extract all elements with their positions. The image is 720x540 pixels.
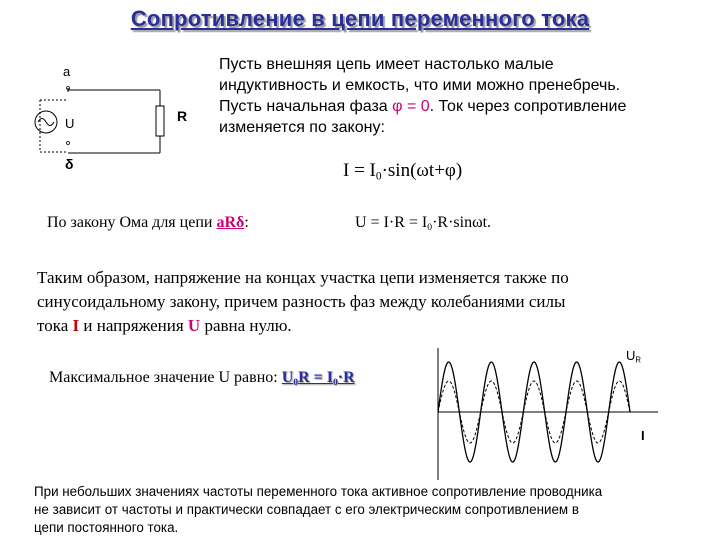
sine-graph bbox=[430, 346, 660, 482]
footer-text bbox=[34, 483, 718, 537]
ohm-circuit-name: аRδ bbox=[216, 214, 245, 231]
max-value-r: R = I bbox=[298, 369, 333, 386]
page-title: Сопротивление в цепи переменного тока bbox=[130, 6, 590, 31]
voltage-formula-part1: U = I·R = I bbox=[355, 214, 428, 231]
footer-line-1: При небольших значениях частоты переменного тока активное сопротивление проводника bbox=[34, 484, 603, 499]
graph-label-i: I bbox=[641, 428, 645, 443]
max-value-u-sub: 0 bbox=[293, 376, 299, 388]
voltage-formula bbox=[355, 214, 491, 232]
ohm-colon: : bbox=[244, 214, 249, 231]
max-value-label: Максимальное значение U равно: bbox=[49, 369, 282, 386]
intro-line-3 bbox=[219, 96, 699, 117]
intro-line-1: Пусть внешняя цепь имеет настолько малые bbox=[219, 56, 554, 73]
graph-label-ur-sub: R bbox=[635, 355, 642, 365]
intro-line-3-after: . Ток через сопротивление bbox=[429, 98, 627, 115]
circuit-label-a: а bbox=[63, 64, 71, 79]
graph-label-ur bbox=[626, 348, 641, 363]
conclusion-line-3-a: тока bbox=[37, 316, 73, 335]
max-value-formula bbox=[282, 369, 355, 386]
intro-line-3-before: Пусть начальная фаза bbox=[219, 98, 393, 115]
circuit-label-r: R bbox=[177, 108, 188, 124]
graph-label-ur-main: U bbox=[626, 348, 636, 363]
conclusion-line-2: синусоидальному закону, причем разность фаз между колебаниями силы bbox=[37, 292, 566, 311]
phase-value: φ = 0 bbox=[392, 98, 430, 115]
voltage-formula-part2: ·R·sinωt. bbox=[432, 214, 492, 231]
conclusion-paragraph bbox=[37, 266, 697, 338]
intro-line-2: индуктивность и емкость, что ими можно пренебречь. bbox=[219, 77, 621, 94]
conclusion-line-3-b: и напряжения bbox=[79, 316, 188, 335]
max-value-i-sub: 0 bbox=[332, 376, 338, 388]
circuit-label-delta: δ bbox=[65, 156, 74, 172]
current-symbol: I bbox=[72, 316, 80, 335]
circuit-label-u: U bbox=[65, 116, 75, 131]
ohm-law-label bbox=[47, 214, 249, 232]
max-value-tail: ·R bbox=[337, 369, 355, 386]
current-formula-lhs: I = I bbox=[343, 160, 376, 181]
voltage-formula-sub: 0 bbox=[427, 221, 433, 233]
footer-line-3: цепи постоянного тока. bbox=[34, 520, 179, 535]
conclusion-line-3 bbox=[37, 314, 697, 338]
intro-line-4: изменяется по закону: bbox=[219, 119, 385, 136]
max-value-u: U bbox=[281, 369, 294, 386]
conclusion-line-3-c: равна нулю. bbox=[200, 316, 292, 335]
current-formula-rhs: ·sin(ωt+φ) bbox=[381, 160, 463, 181]
current-formula-sub: 0 bbox=[375, 170, 382, 183]
current-formula bbox=[343, 160, 462, 182]
circuit-diagram bbox=[28, 60, 198, 180]
ohm-law-text: По закону Ома для цепи bbox=[47, 214, 217, 231]
voltage-symbol: U bbox=[187, 316, 201, 335]
footer-line-2: не зависит от частоты и практически совпадает с его электрическим сопротивлением в bbox=[34, 502, 579, 517]
intro-text bbox=[219, 54, 699, 138]
conclusion-line-1: Таким образом, напряжение на концах участка цепи изменяется также по bbox=[37, 268, 569, 287]
max-value-line bbox=[49, 369, 355, 387]
